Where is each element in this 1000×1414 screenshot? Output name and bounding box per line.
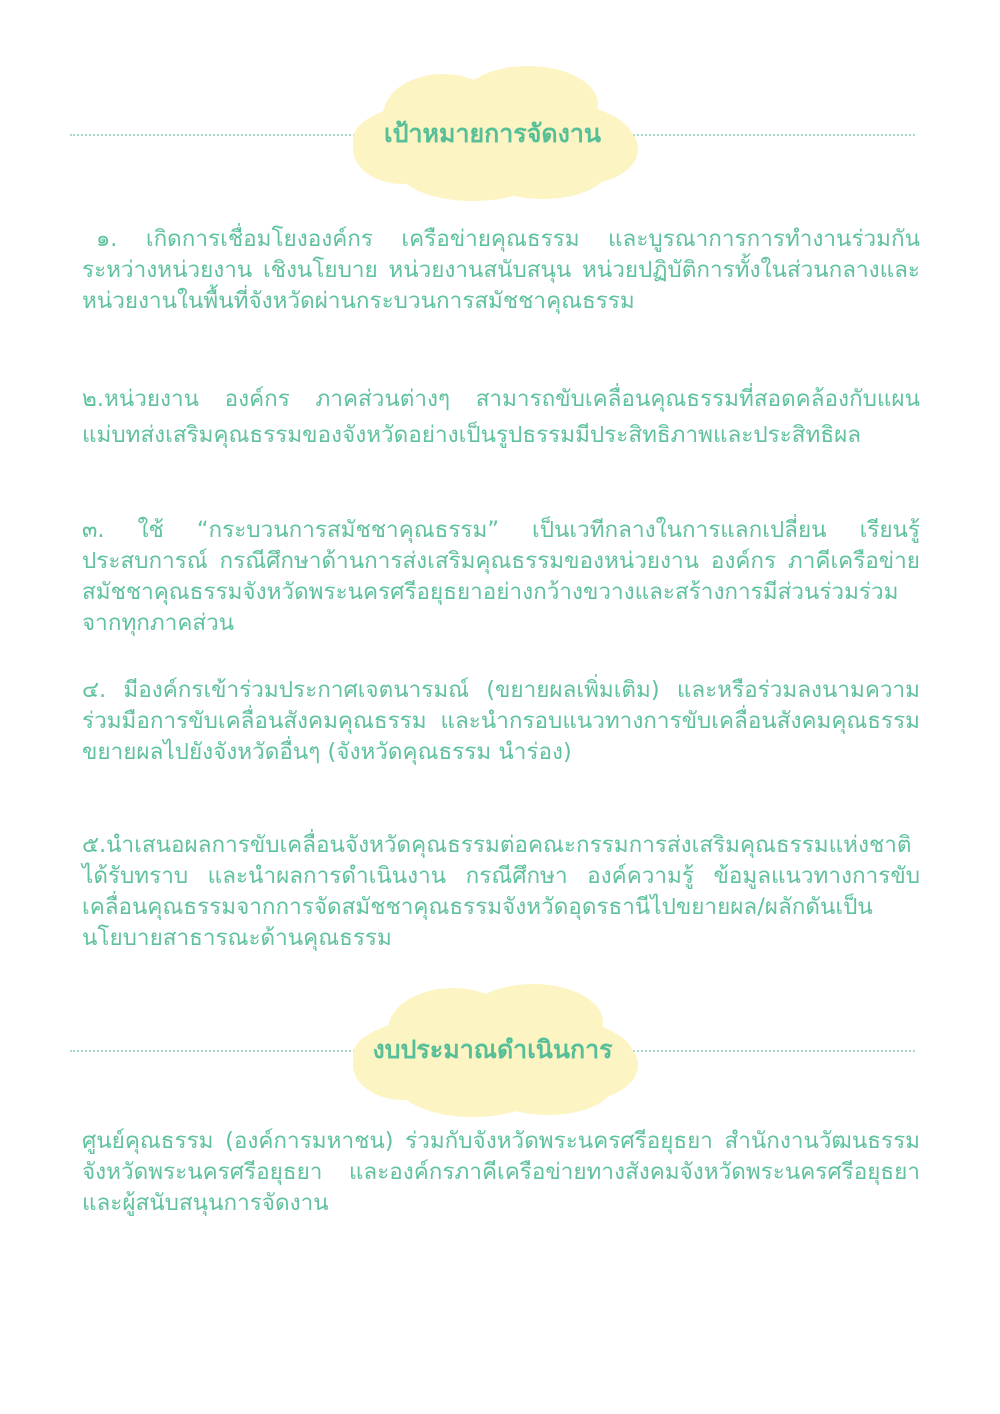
goal-item-1: ๑. เกิดการเชื่อมโยงองค์กร เครือข่ายคุณธรรม และบูรณาการการทำงานร่วมกันระหว่างหน่วยงาน เชิงนโยบาย หน่วยงานสนับสนุน หน่วยปฏิบัติการทั้งในส่วนกลางและหน่วยงานในพื้นที่จังหวัดผ่านกระบวนการสมัชชาคุณธรรม [82, 226, 920, 314]
budget-heading-block [70, 980, 915, 1120]
goal-item-5: ๕.นำเสนอผลการขับเคลื่อนจังหวัดคุณธรรมต่อคณะกรรมการส่งเสริมคุณธรรมแห่งชาติ ได้รับทราบ และนำผลการดำเนินงาน กรณีศึกษา องค์ความรู้ ข้อมูลแนวทางการขับเคลื่อนคุณธรรมจากการจัดสมัชชาคุณธรรมจังหวัดอุดรธานีไปขยายผล/ผลักดันเป็นนโยบายสาธารณะด้านคุณธรรม [82, 832, 920, 951]
goals-heading-block [70, 64, 915, 204]
goal-item-2: ๒.หน่วยงาน องค์กร ภาคส่วนต่างๆ สามารถขับเคลื่อนคุณธรรมที่สอดคล้องกับแผนแม่บทส่งเสริมคุณธรรมของจังหวัดอย่างเป็นรูปธรรมมีประสิทธิภาพและประสิทธิผล [82, 386, 920, 448]
budget-heading: งบประมาณดำเนินการ [372, 1035, 613, 1064]
goal-item-4: ๔. มีองค์กรเข้าร่วมประกาศเจตนารมณ์ (ขยายผลเพิ่มเติม) และหรือร่วมลงนามความร่วมมือการขับเคลื่อนสังคมคุณธรรม และนำกรอบแนวทางการขับเคลื่อนสังคมคุณธรรมขยายผลไปยังจังหวัดอื่นๆ (จังหวัดคุณธรรม นำร่อง) [82, 677, 920, 765]
budget-body: ศูนย์คุณธรรม (องค์การมหาชน) ร่วมกับจังหวัดพระนครศรีอยุธยา สำนักงานวัฒนธรรมจังหวัดพระนครศรีอยุธยา และองค์กรภาคีเครือข่ายทางสังคมจังหวัดพระนครศรีอยุธยา และผู้สนับสนุนการจัดงาน [82, 1128, 920, 1216]
goals-heading: เป้าหมายการจัดงาน [384, 119, 601, 148]
goal-item-3: ๓. ใช้ “กระบวนการสมัชชาคุณธรรม” เป็นเวทีกลางในการแลกเปลี่ยน เรียนรู้ ประสบการณ์ กรณีศึกษาด้านการส่งเสริมคุณธรรมของหน่วยงาน องค์กร ภาคีเครือข่ายสมัชชาคุณธรรมจังหวัดพระนครศรีอยุธยาอย่างกว้างขวางและสร้างการมีส่วนร่วมร่วมจากทุกภาคส่วน [82, 517, 920, 636]
